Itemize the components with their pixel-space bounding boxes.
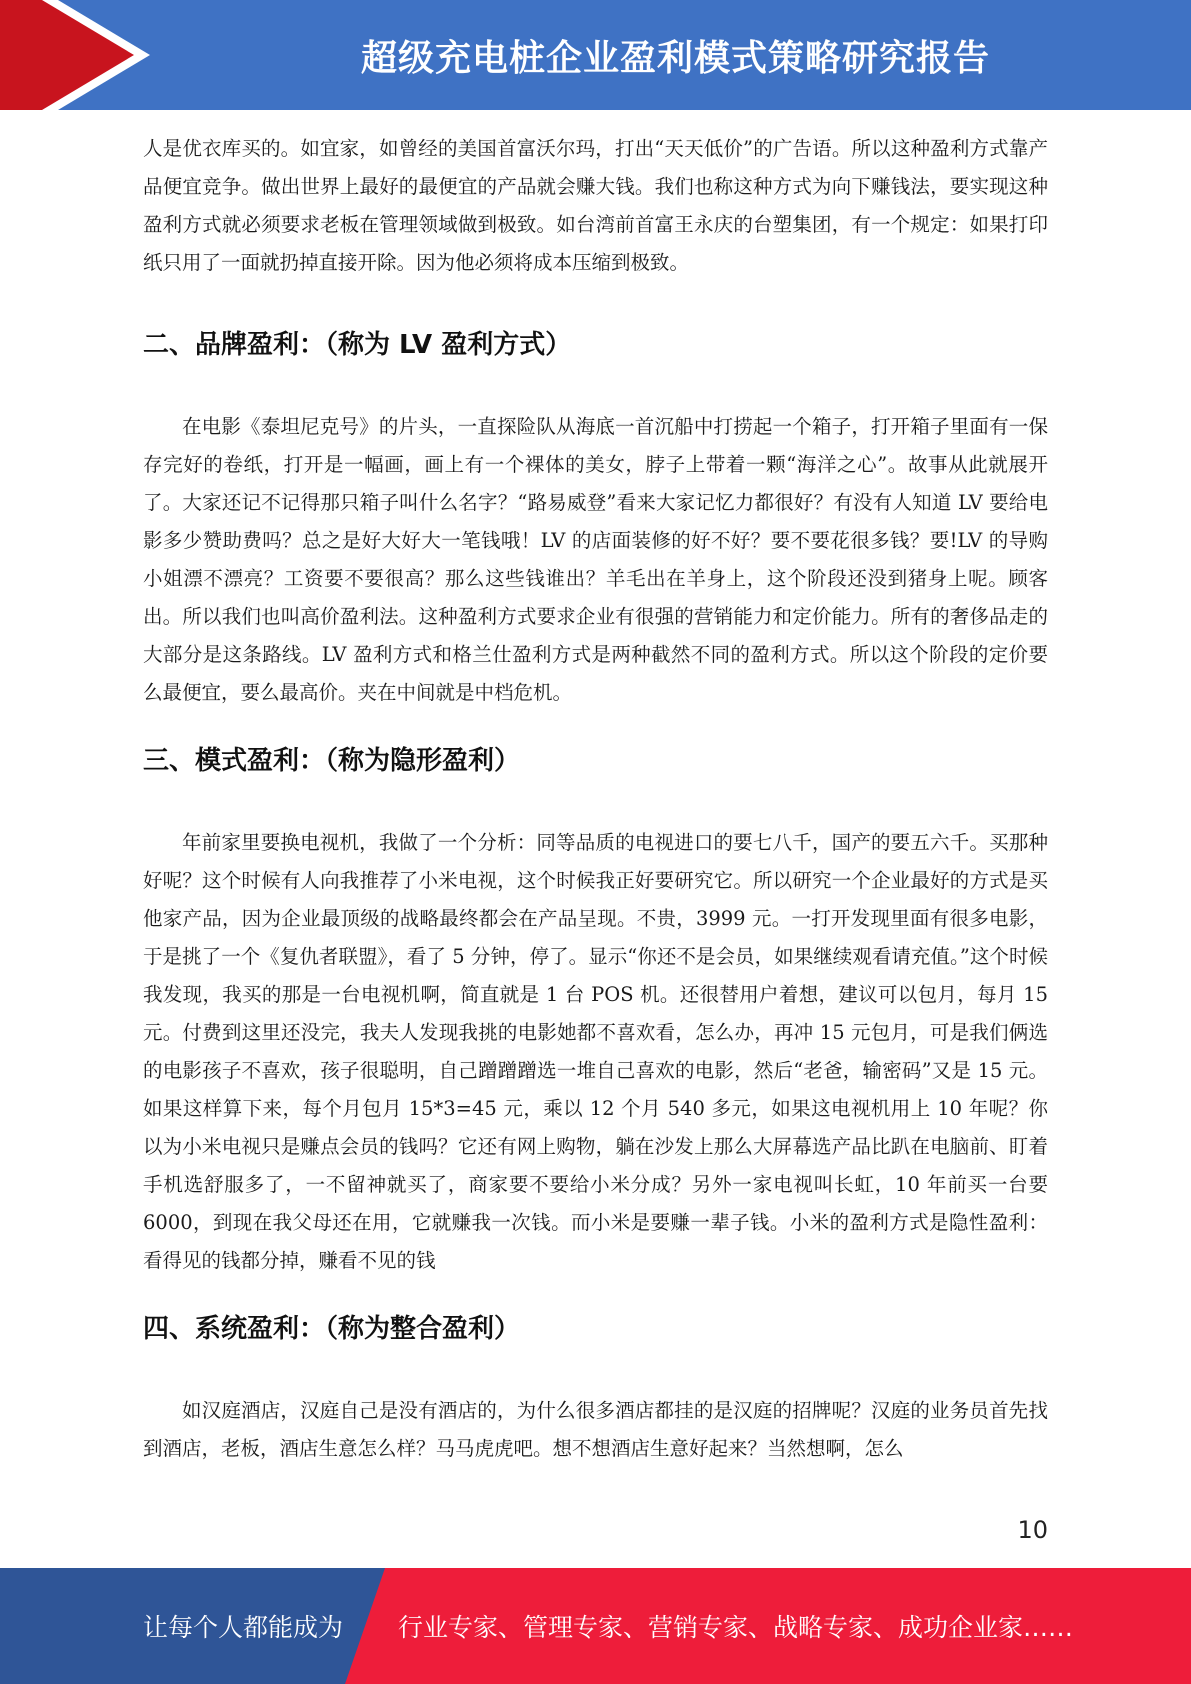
paragraph-system-profit: 如汉庭酒店，汉庭自己是没有酒店的，为什么很多酒店都挂的是汉庭的招牌呢？汉庭的业务员首先找到酒店，老板，酒店生意怎么样？马马虎虎吧。想不想酒店生意好起来？当然想啊，怎么	[143, 1399, 1048, 1460]
section-heading-model-profit: 三、模式盈利：（称为隐形盈利）	[143, 746, 521, 776]
paragraph-brand-profit: 在电影《泰坦尼克号》的片头，一直探险队从海底一首沉船中打捞起一个箱子，打开箱子里面有一保存完好的卷纸，打开是一幅画，画上有一个裸体的美女，脖子上带着一颗“海洋之心”。故事从此就展开了。大家还记不记得那只箱子叫什么名字？“路易威登”看来大家记忆力都很好？有没有人知道 LV 要给电影多少赞助费吗？总之是好大好大一笔钱哦！LV 的店面装修的好不好？要不要花很多钱？要!LV 的导购小姐漂不漂亮？工资要不要很高？那么这些钱谁出？羊毛出在羊身上，这个阶段还没到猪身上呢。顾客出。所以我们也叫高价盈利法。这种盈利方式要求企业有很强的营销能力和定价能力。所有的奢侈品走的大部分是这条路线。LV 盈利方式和格兰仕盈利方式是两种截然不同的盈利方式。所以这个阶段的定价要么最便宜，要么最高价。夹在中间就是中档危机。	[143, 415, 1048, 704]
paragraph-model-profit: 年前家里要换电视机，我做了一个分析：同等品质的电视进口的要七八千，国产的要五六千。买那种好呢？这个时候有人向我推荐了小米电视，这个时候我正好要研究它。所以研究一个企业最好的方式是买他家产品，因为企业最顶级的战略最终都会在产品呈现。不贵，3999 元。一打开发现里面有很多电影，于是挑了一个《复仇者联盟》，看了 5 分钟，停了。显示“你还不是会员，如果继续观看请充值。”这个时候我发现，我买的那是一台电视机啊，简直就是 1 台 POS 机。还很替用户着想，建议可以包月，每月 15 元。付费到这里还没完，我夫人发现我挑的电影她都不喜欢看，怎么办，再冲 15 元包月，可是我们俩选的电影孩子不喜欢，孩子很聪明，自己蹭蹭蹭选一堆自己喜欢的电影，然后“老爸，输密码”又是 15 元。如果这样算下来，每个月包月 15*3=45 元，乘以 12 个月 540 多元，如果这电视机用上 10 年呢？你以为小米电视只是赚点会员的钱吗？它还有网上购物，躺在沙发上那么大屏幕选产品比趴在电脑前、盯着手机选舒服多了，一不留神就买了，商家要不要给小米分成？另外一家电视叫长虹，10 年前买一台要 6000，到现在我父母还在用，它就赚我一次钱。而小米是要赚一辈子钱。小米的盈利方式是隐性盈利：看得见的钱都分掉，赚看不见的钱	[143, 831, 1048, 1272]
section-heading-system-profit: 四、系统盈利：（称为整合盈利）	[143, 1314, 521, 1344]
document-body	[143, 130, 1048, 1468]
header-banner	[0, 0, 1191, 110]
section-heading-brand-profit: 二、品牌盈利：（称为 LV 盈利方式）	[143, 330, 572, 360]
footer-slogan-left: 让每个人都能成为	[143, 1613, 344, 1642]
footer-slogan-right: 行业专家、管理专家、营销专家、战略专家、成功企业家……	[398, 1613, 1074, 1642]
report-title: 超级充电桩企业盈利模式策略研究报告	[360, 37, 990, 79]
footer-banner	[0, 1568, 1191, 1684]
paragraph-intro: 人是优衣库买的。如宜家，如曾经的美国首富沃尔玛，打出“天天低价”的广告语。所以这种盈利方式靠产品便宜竞争。做出世界上最好的最便宜的产品就会赚大钱。我们也称这种方式为向下赚钱法，要实现这种盈利方式就必须要求老板在管理领域做到极致。如台湾前首富王永庆的台塑集团，有一个规定：如果打印纸只用了一面就扔掉直接开除。因为他必须将成本压缩到极致。	[143, 137, 1048, 274]
page-number: 10	[1017, 1516, 1048, 1544]
